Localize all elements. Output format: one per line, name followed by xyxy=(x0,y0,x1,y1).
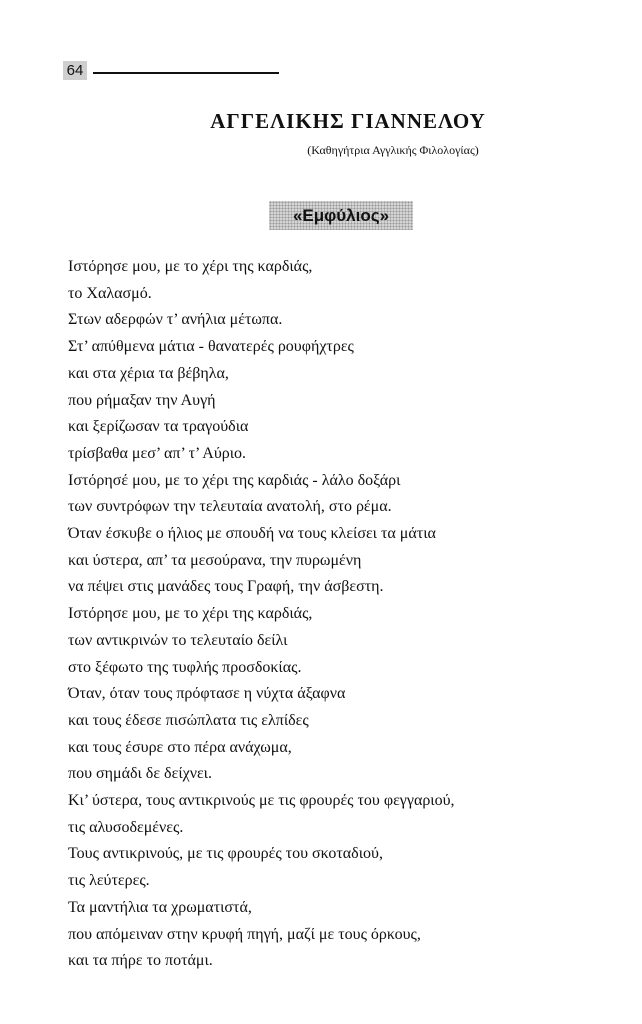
poem-line: Ιστόρησε μου, με το χέρι της καρδιάς, xyxy=(68,258,313,275)
poem-line: Κι’ ύστερα, τους αντικρινούς με τις φρουρές του φεγγαριού, xyxy=(68,792,455,810)
author-affiliation: (Καθηγήτρια Αγγλικής Φιλολογίας) xyxy=(307,143,479,157)
poem-line: και τα πήρε το ποτάμι. xyxy=(68,952,213,970)
poem-title: «Εμφύλιος» xyxy=(269,201,413,230)
poem-body xyxy=(68,254,628,975)
poem-line: το Χαλασμό. xyxy=(68,284,152,302)
poem-line: τρίσβαθα μεσ’ απ’ τ’ Αύριο. xyxy=(68,444,247,462)
poem-line: και στα χέρια τα βέβηλα, xyxy=(68,364,229,382)
page-number: 64 xyxy=(63,61,87,80)
poem-line: Στ’ απύθμενα μάτια - θανατερές ρουφήχτρες xyxy=(68,338,354,356)
poem-line: και ξερίζωσαν τα τραγούδια xyxy=(68,418,249,436)
poem-line: που σημάδι δε δείχνει. xyxy=(68,765,212,783)
poem-line: και τους έσυρε στο πέρα ανάχωμα, xyxy=(68,738,292,756)
poem-line: που απόμειναν στην κρυφή πηγή, μαζί με τους όρκους, xyxy=(68,925,421,943)
header-rule xyxy=(93,72,279,74)
poem-line: Όταν έσκυβε ο ήλιος με σπουδή να τους κλείσει τα μάτια xyxy=(68,525,436,543)
poem-line: Τα μαντήλια τα χρωματιστά, xyxy=(68,898,252,916)
author-name: ΑΓΓΕΛΙΚΗΣ ΓΙΑΝΝΕΛΟΥ xyxy=(210,109,486,133)
poem-line: Στων αδερφών τ’ ανήλια μέτωπα. xyxy=(68,311,283,329)
poem-line: των συντρόφων την τελευταία ανατολή, στο ρέμα. xyxy=(68,498,392,516)
poem-line: στο ξέφωτο της τυφλής προσδοκίας. xyxy=(68,658,302,676)
poem-line: Τους αντικρινούς, με τις φρουρές του σκοταδιού, xyxy=(68,845,383,863)
poem-line: τις αλυσοδεμένες. xyxy=(68,818,184,836)
poem-line: Ιστόρησέ μου, με το χέρι της καρδιάς - λάλο δοξάρι xyxy=(68,471,401,489)
poem-line: που ρήμαξαν την Αυγή xyxy=(68,391,216,409)
poem-line: και τους έδεσε πισώπλατα τις ελπίδες xyxy=(68,711,309,729)
poem-line: και ύστερα, απ’ τα μεσούρανα, την πυρωμένη xyxy=(68,551,362,569)
poem-line: τις λεύτερες. xyxy=(68,872,150,890)
poem-line: Όταν, όταν τους πρόφτασε η νύχτα άξαφνα xyxy=(68,685,346,703)
poem-line: να πέψει στις μανάδες τους Γραφή, την άσβεστη. xyxy=(68,578,384,596)
poem-line: Ιστόρησε μου, με το χέρι της καρδιάς, xyxy=(68,605,313,623)
poem-line: των αντικρινών το τελευταίο δείλι xyxy=(68,631,288,649)
